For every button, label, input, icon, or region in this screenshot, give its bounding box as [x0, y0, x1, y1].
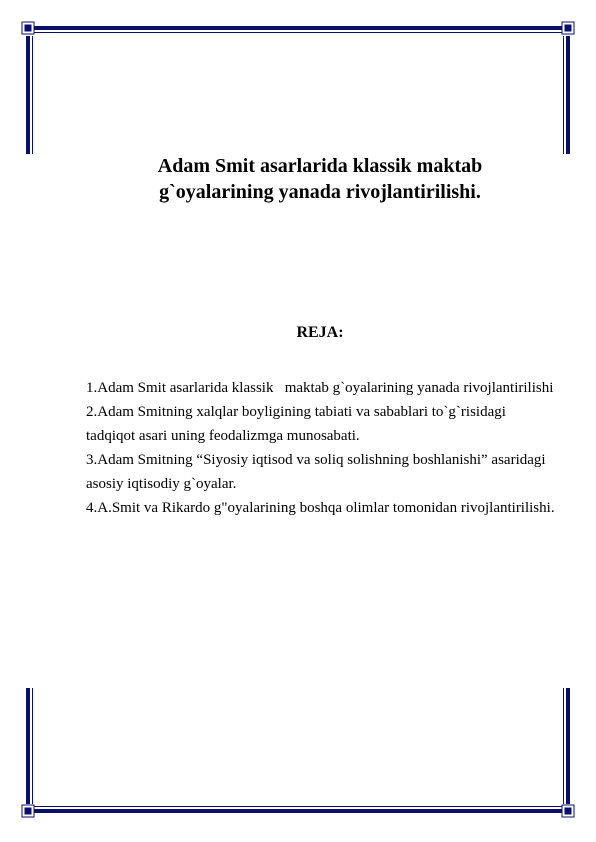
plan-item: 3.Adam Smitning “Siyosiy iqtisod va soliq solishning boshlanishi” asaridagi asosiy iqtisodiy g`oyalar.	[86, 452, 550, 492]
document-title	[60, 153, 580, 205]
border-right-lower	[563, 688, 570, 804]
plan-heading: REJA:	[296, 324, 344, 341]
corner-ornament-top-right	[562, 22, 574, 34]
border-left-lower	[26, 688, 33, 804]
border-top	[34, 26, 562, 33]
plan-item: 2.Adam Smitning xalqlar boyligining tabiati va sabablari to`g`risidagi tadqiqot asari uning feodalizmga munosabati.	[86, 404, 510, 444]
title-line-2: g`oyalarining yanada rivojlantirilishi.	[159, 181, 481, 203]
corner-ornament-top-left	[22, 22, 34, 34]
corner-ornament-bottom-right	[562, 805, 574, 817]
plan-item: 4.A.Smit va Rikardo g"oyalarining boshqa olimlar tomonidan rivojlantirilishi.	[86, 500, 555, 516]
border-left-upper	[26, 36, 33, 154]
border-right-upper	[563, 36, 570, 154]
corner-ornament-bottom-left	[22, 805, 34, 817]
plan-item: 1.Adam Smit asarlarida klassik maktab g`oyalarining yanada rivojlantirilishi	[86, 380, 554, 396]
title-line-1: Adam Smit asarlarida klassik maktab	[157, 155, 483, 177]
plan-list	[86, 376, 556, 520]
border-bottom	[34, 806, 562, 813]
